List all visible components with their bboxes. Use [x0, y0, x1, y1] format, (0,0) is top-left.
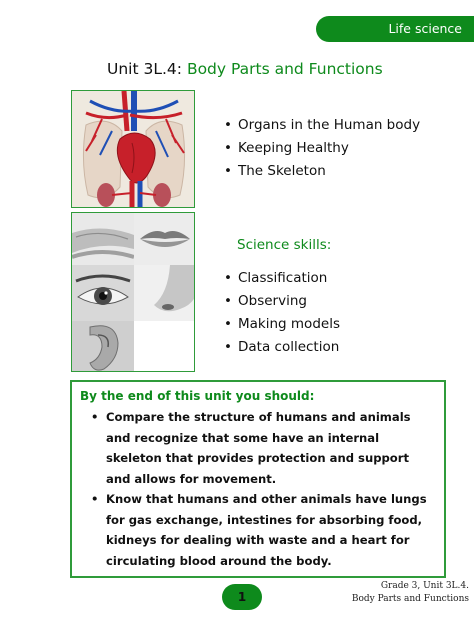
learning-objectives-box	[70, 380, 446, 578]
senses-collage-image	[71, 212, 195, 372]
lips-photo	[134, 213, 195, 265]
footer-unit-title: Body Parts and Functions	[351, 593, 469, 604]
objective-item: • Compare the structure of humans and animals and recognize that some have an internal skeleton that provides protection and support and allows for movement.	[80, 407, 436, 489]
skill-item: • Classification	[224, 267, 340, 290]
page-title	[107, 60, 383, 78]
blank-cell	[134, 321, 195, 372]
footer-grade-unit: Grade 3, Unit 3L.4.	[380, 581, 469, 591]
page-footer	[352, 580, 469, 605]
skill-item: • Making models	[224, 313, 340, 336]
objectives-list	[80, 407, 436, 571]
unit-code: Unit 3L.4:	[107, 60, 182, 78]
circulatory-system-image	[71, 90, 195, 208]
section-tag: Life science	[316, 16, 474, 42]
ear-photo	[72, 321, 134, 372]
skill-item: • Data collection	[224, 336, 340, 359]
topic-item: • The Skeleton	[224, 160, 420, 183]
hand-photo	[72, 213, 134, 265]
skills-list	[224, 267, 340, 359]
unit-name: Body Parts and Functions	[186, 60, 383, 78]
eye-photo	[72, 265, 134, 321]
skills-heading: Science skills:	[237, 237, 332, 253]
objectives-heading: By the end of this unit you should:	[80, 389, 315, 403]
page-number-badge: 1	[222, 584, 262, 610]
topics-list	[224, 114, 420, 183]
topic-item: • Organs in the Human body	[224, 114, 420, 137]
skill-item: • Observing	[224, 290, 340, 313]
nose-photo	[134, 265, 195, 321]
objective-item: • Know that humans and other animals have lungs for gas exchange, intestines for absorbing food, kidneys for dealing with waste and a heart for circulating blood around the body.	[80, 489, 436, 571]
topic-item: • Keeping Healthy	[224, 137, 420, 160]
